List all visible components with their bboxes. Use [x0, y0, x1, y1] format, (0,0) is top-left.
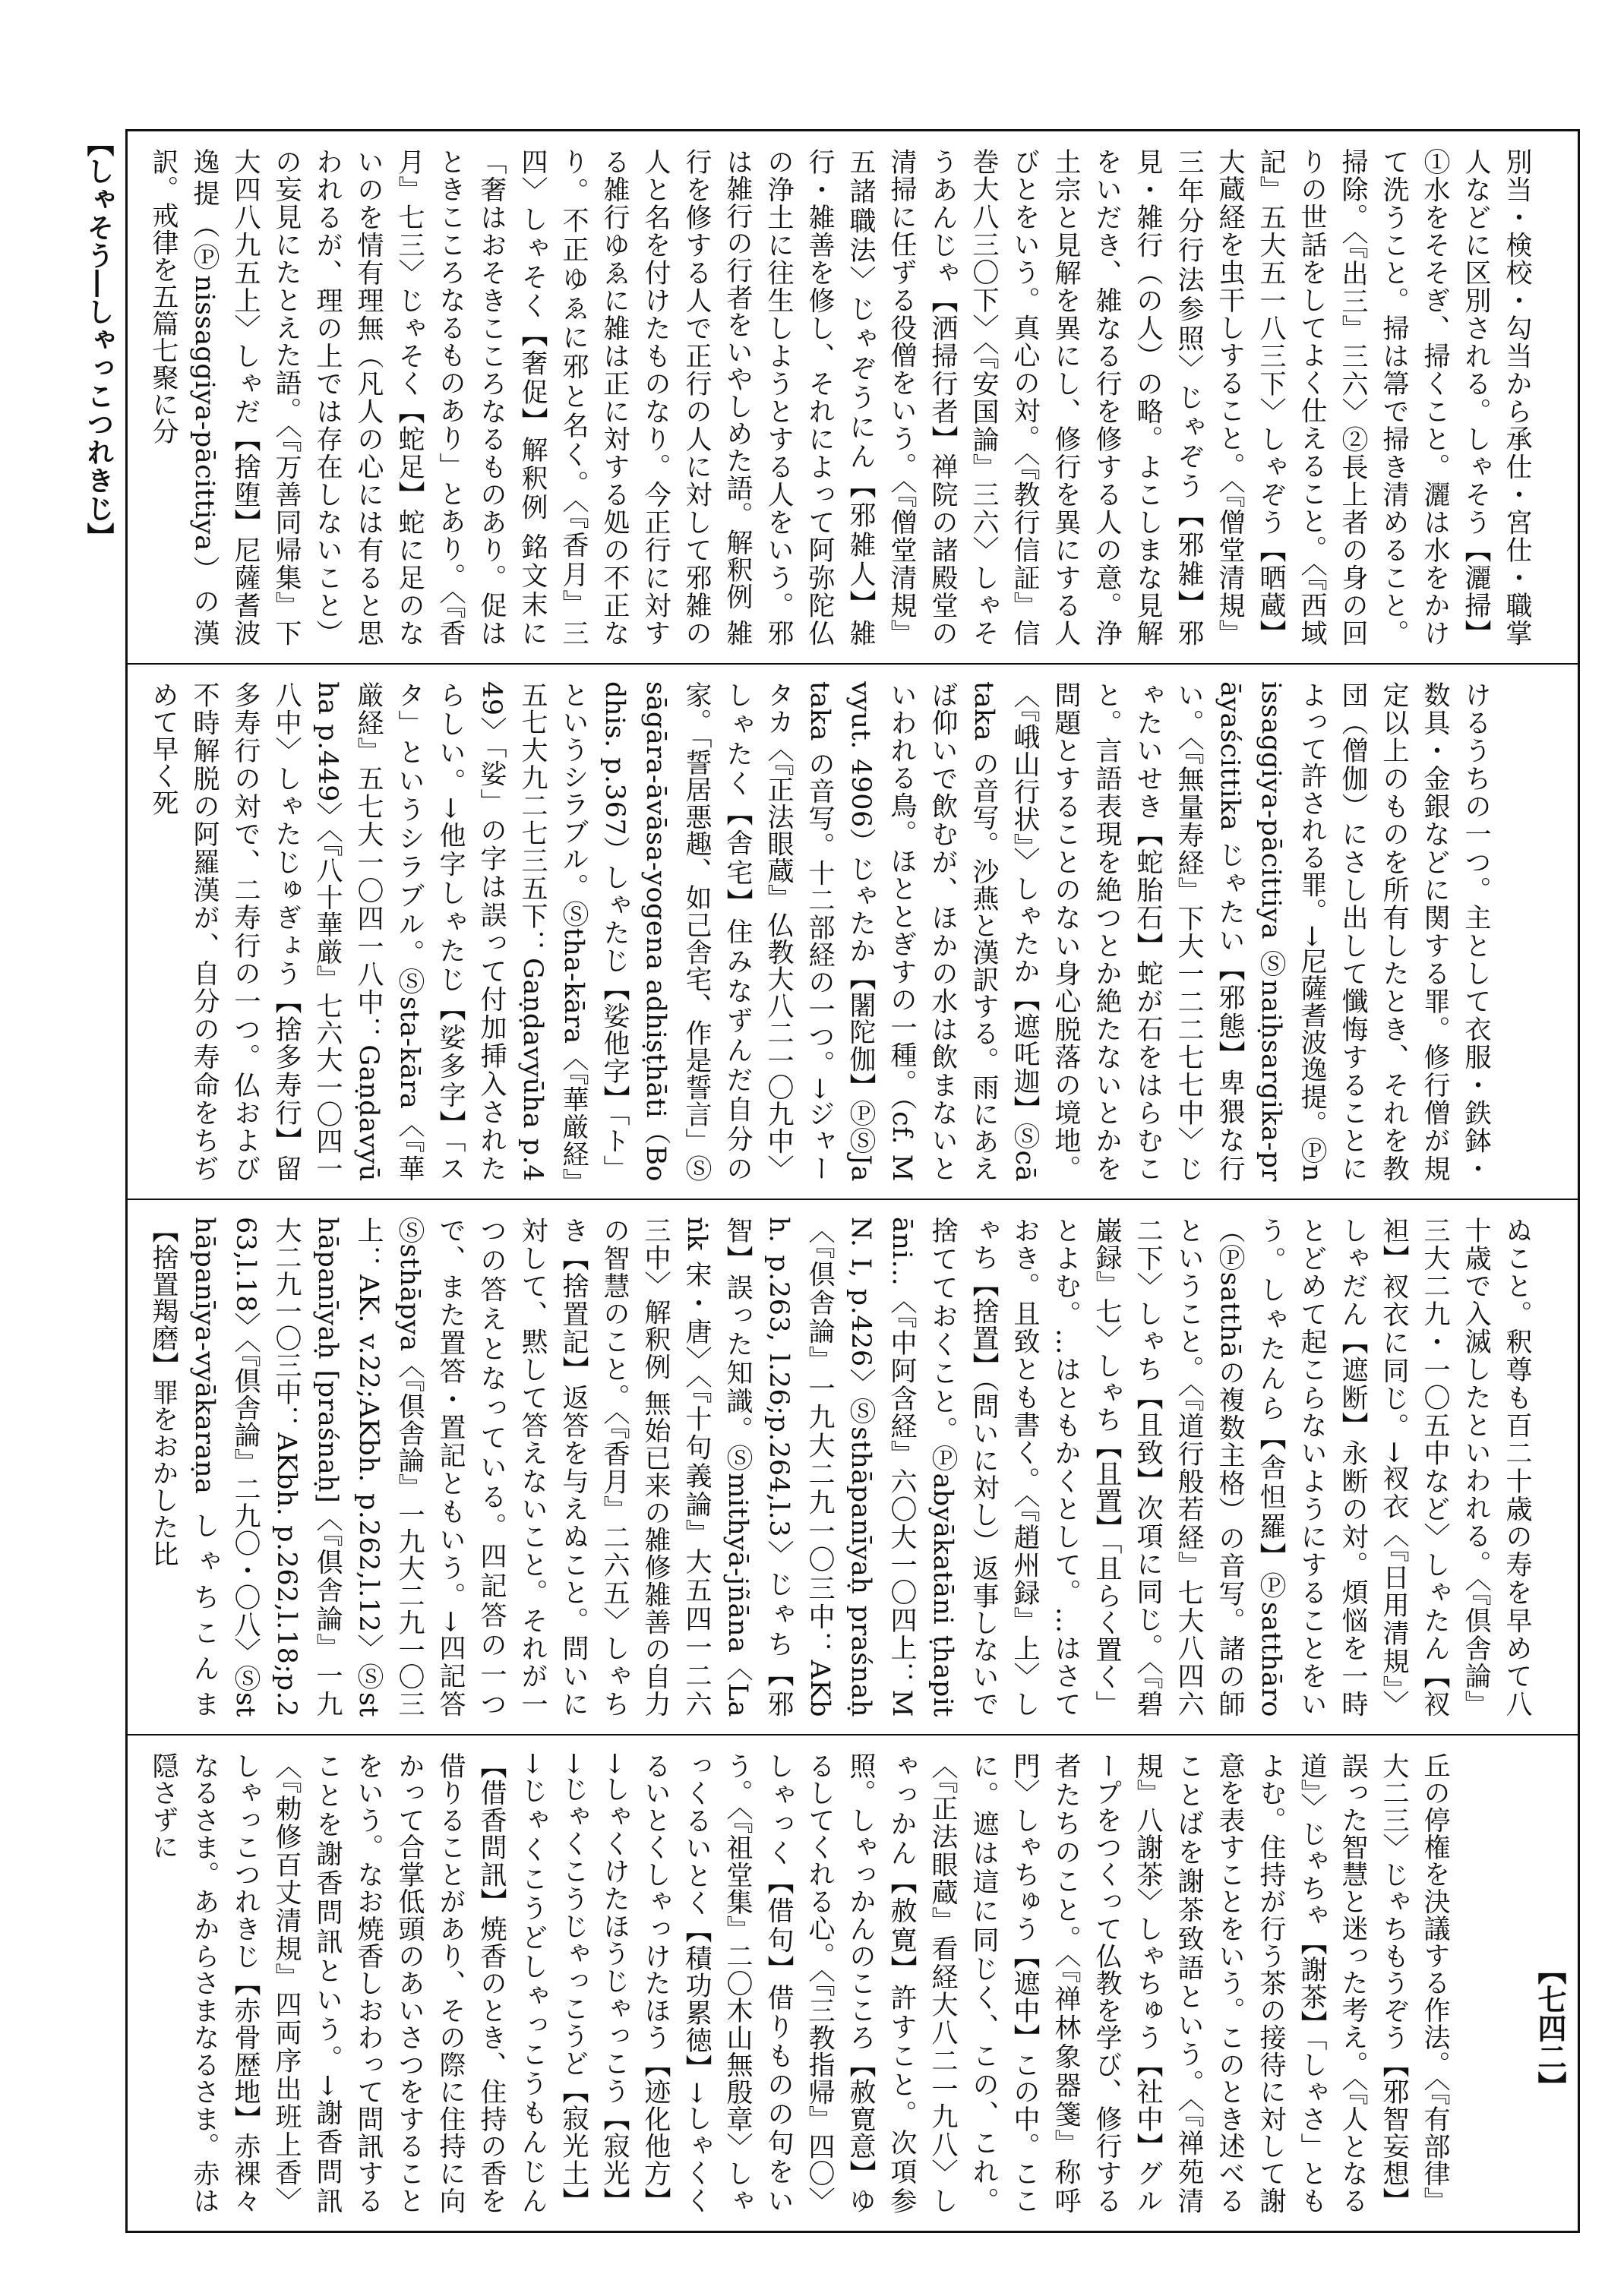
tier-4: [128, 1734, 1578, 2231]
tier-4-text: 丘の停権を決議する作法。〈『有部律』大二三〉じゃちもうぞう【邪智妄想】誤った智慧と迷った考え。〈『人となる道』〉じゃちゃ【謝茶】「しゃさ」ともよむ。住持が行う茶の接待に対して謝意を表すことをいう。このとき述べることばを謝茶致語という。〈『禅苑清規』八謝茶〉しゃちゅう【社中】グループをつくって仏教を学び、修行する者たちのこと。〈『禅林象器箋』称呼門〉しゃちゅう【遮中】この中。ここに。遮は這に同じく、この、これ。〈『正法眼蔵』看経大八二一九八〉しゃっかん【赦寛】許すこと。次項参照。しゃっかんのこころ【赦寛意】ゆるしてくれる心。〈『三教指帰』四〇〉しゃっく【借句】借りものの句をいう。〈『祖堂集』二〇木山無殷章〉しゃっくるいとく【積功累徳】→しゃくくるいとくしゃっけたほう【迹化他方】→しゃくけたほうじゃっこう【寂光】→じゃくこうじゃっこうど【寂光土】→じゃくこうどしゃっこうもんじん【借香問訊】焼香のとき、住持の香を借りることがあり、その際に住持に向かって合掌低頭のあいさつをすることをいう。なお焼香しおわって問訊することを謝香問訊という。→謝香問訊〈『勅修百丈清規』四両序出班上香〉しゃっこつれきじ【赤骨歴地】赤裸々なるさま。あからさまなるさま。赤は隠さずに: [148, 1752, 1450, 2214]
tier-1: [128, 131, 1578, 663]
tier-3: [128, 1199, 1578, 1734]
tier-3-text: ぬこと。釈尊も百二十歳の寿を早めて八十歳で入滅したといわれる。〈『倶舎論』三大二九・一〇五中など〉しゃたん【衩袒】衩衣に同じ。→衩衣〈『日用清規』〉しゃだん【遮断】永断の対。煩悩を一時とどめて起こらないようにすることをいう。しゃたんら【舎怛羅】Ⓟsatthāro（Ⓟsatthāの複数主格）の音写。諸の師ということ。〈『道行般若経』七大八四六二下〉しゃち【且致】次項に同じ。〈『碧巌録』七〉しゃち【且置】「且らく置く」とよむ。…はともかくとして。…はさておき。且致とも書く。〈『趙州録』上〉しゃち【捨置】（問いに対し）返事しないで捨てておくこと。Ⓟabyākatāni ṭhapitāni…〈『中阿含経』六〇大一〇四上：MN. I, p.426〉Ⓢsthāpanīyaḥ praśnaḥ〈『倶舎論』一九大二九一〇三中：AKbh. p.263, l.26;p.264,l.3〉じゃち【邪智】誤った知識。Ⓢmithyā-jñāna〈Laṅk 宋・唐〉〈『十句義論』大五四一二六三中〉解釈例 無始已来の雑修雑善の自力の智慧のこと。〈『香月』二六五〉しゃちき【捨置記】返答を与えぬこと。問いに対して、黙して答えないこと。それが一つの答えとなっている。四記答の一つで、また置答・置記ともいう。→四記答Ⓢsthāpya〈『倶舎論』一九大二九一〇三上：AK. v.22;AKbh. p.262,l.12〉Ⓢsthāpanīyaḥ [praśnaḥ]〈『倶舎論』一九大二九一〇三中：AKbh. p.262,l.18;p.263,l.18〉〈『倶舎論』二九〇・〇八〉Ⓢsthāpanīya-vyākaraṇa しゃちこんま【捨置羯磨】罪をおかした比: [148, 1217, 1532, 1717]
running-header: 【しゃそう―しゃっこつれきじ】: [83, 129, 115, 551]
page-number: 【七四二】: [1533, 1956, 1567, 2100]
dictionary-page-frame: [125, 129, 1580, 2233]
tier-2: [128, 663, 1578, 1199]
tier-2-text: けるうちの一つ。主として衣服・鉄鉢・数具・金銀などに関する罪。修行僧が規定以上のものを所有したとき、それを教団（僧伽）にさし出して懺悔することによって許される罪。→尼薩耆波逸提。Ⓟnissaggiya-pācittiya Ⓢnaiḥsargika-prāyaścittika じゃたい【邪態】卑猥な行い。〈『無量寿経』下大一二二七七中〉じゃたいせき【蛇胎石】蛇が石をはらむこと。言語表現を絶つとか絶たないとかを問題とすることのない身心脱落の境地。〈『峨山行状』〉しゃたか【遮吒迦】Ⓢcātaka の音写。沙燕と漢訳する。雨にあえば仰いで飲むが、ほかの水は飲まないといわれる鳥。ほととぎすの一種。（cf. Mvyut. 4906）じゃたか【闍陀伽】ⓅⓈJataka の音写。十二部経の一つ。→ジャータカ〈『正法眼蔵』仏教大八二一〇九中〉しゃたく【舎宅】住みなずんだ自分の家。「誓居悪趣、如己舎宅、作是誓言」Ⓢsāgāra-āvāsa-yogena adhiṣṭhāti（Bodhis. p.367）しゃたじ【娑他字】「ト」というシラブル。Ⓢtha-kāra〈『華厳経』五七大九二七三五下：Gaṇḍavyūha p.449〉「娑」の字は誤って付加挿入されたらしい。→他字しゃたじ【娑多字】「スタ」というシラブル。Ⓢsta-kāra〈『華厳経』五七大一〇四一八中：Gaṇḍavyūha p.449〉〈『八十華厳』七六大一〇四一八中〉しゃたじゅぎょう【捨多寿行】留多寿行の対で、二寿行の一つ。仏および不時解脱の阿羅漢が、自分の寿命をちぢめて早く死: [148, 681, 1491, 1182]
tier-1-text: 別当・検校・勾当から承仕・宮仕・職掌人などに区別される。しゃそう【灑掃】①水をそそぎ、掃くこと。灑は水をかけて洗うこと。掃は箒で掃き清めること。掃除。〈『出三』三六〉②長上者の身の回りの世話をしてよく仕えること。〈『西域記』五大五一八三下〉しゃぞう【晒蔵】大蔵経を虫干しすること。〈『僧堂清規』三年分行法参照〉じゃぞう【邪雑】邪見・雑行（の人）の略。よこしまな見解をいだき、雑なる行を修する人の意。浄土宗と見解を異にし、修行を異にする人びとをいう。真心の対。〈『教行信証』信巻大八三〇下〉〈『安国論』三六〉しゃそうあんじゃ【洒掃行者】禅院の諸殿堂の清掃に任ずる役僧をいう。〈『僧堂清規』五諸職法〉じゃぞうにん【邪雑人】雑行・雑善を修し、それによって阿弥陀仏の浄土に往生しようとする人をいう。邪は雑行の行者をいやしめた語。解釈例 雑行を修する人で正行の人に対して邪雑の人と名を付けたものなり。今正行に対する雑行ゆゑに雑は正に対する処の不正なり。不正ゆゑに邪と名く。〈『香月』三四〉しゃそく【奢促】解釈例 銘文末に「奢はおそきこころなるものあり。促はときこころなるものあり」とあり。〈『香月』七三〉じゃそく【蛇足】蛇に足のないのを情有理無（凡人の心には有ると思われるが、理の上では存在しないこと）の妄見にたとえた語。〈『万善同帰集』下大四八九五上〉しゃだ【捨堕】尼薩耆波逸提（Ⓟnissaggiya-pācittiya）の漢訳。戒律を五篇七聚に分: [148, 148, 1532, 646]
